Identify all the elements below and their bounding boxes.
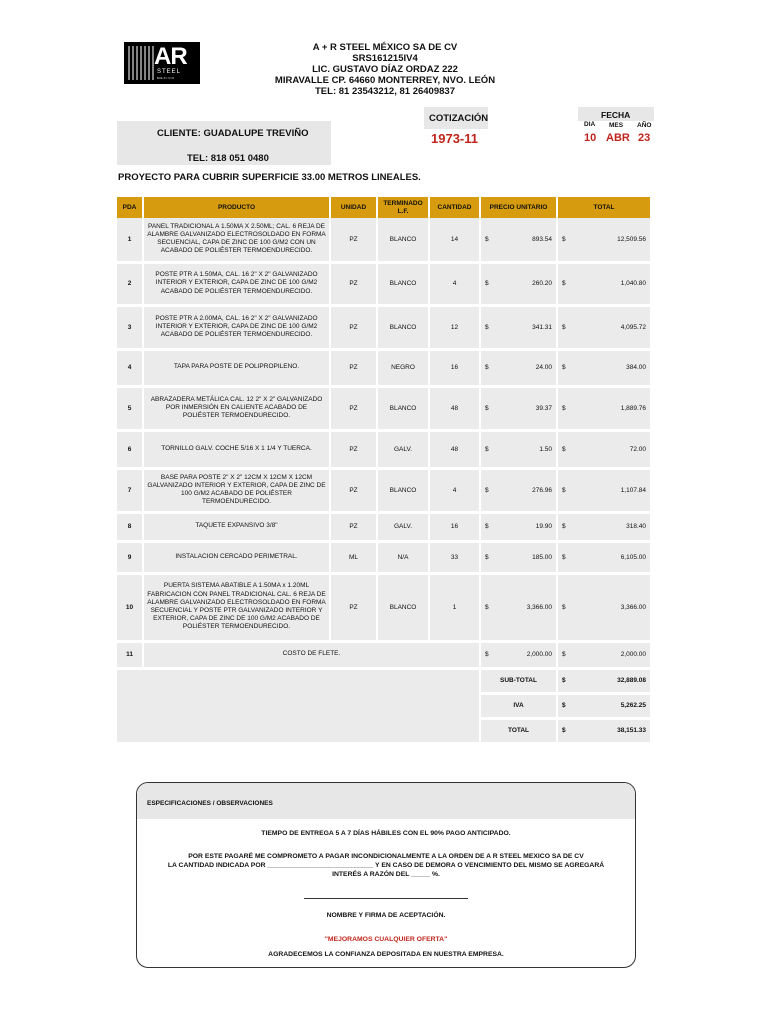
iva-value: 5,262.25 <box>620 702 646 709</box>
date-year-label: AÑO <box>637 122 652 129</box>
iva-label: IVA <box>480 693 557 718</box>
cell-total <box>557 430 651 468</box>
header-product: PRODUCTO <box>143 197 330 218</box>
thanks-text: AGRADECEMOS LA CONFIANZA DEPOSITADA EN NUESTRA EMPRESA. <box>268 951 504 958</box>
cell-unit-price <box>480 386 557 430</box>
total-value: 1,107.84 <box>620 486 646 494</box>
promise-line-2: LA CANTIDAD INDICADA POR ____________________________ Y EN CASO DE DEMORA O VENCIMIENTO DEL MISMO SE AGREGARÁ <box>167 862 605 869</box>
cell-unit: PZ <box>330 468 377 512</box>
currency-sign: $ <box>485 404 489 412</box>
unit-price-value: 39.37 <box>535 404 552 412</box>
total-value: 384.00 <box>626 364 646 371</box>
total-value: 12,509.56 <box>617 235 646 243</box>
summary-blank <box>117 668 480 743</box>
table-row <box>117 218 651 262</box>
header-pda: PDA <box>117 197 143 218</box>
cell-finish: BLANCO <box>377 218 429 262</box>
cell-product: POSTE PTR A 1.50MA, CAL. 16 2" X 2" GALVANIZADO INTERIOR Y EXTERIOR, CAPA DE ZINC DE 100 G/M2 ACABADO DE POLIÉSTER TERMOENDURECIDO. <box>143 262 330 305</box>
cell-pda: 11 <box>117 641 143 668</box>
cell-product: INSTALACION CERCADO PERIMETRAL. <box>143 541 330 573</box>
currency-sign: $ <box>562 364 566 371</box>
table-row <box>117 430 651 468</box>
currency-sign: $ <box>562 603 566 611</box>
cell-unit: PZ <box>330 218 377 262</box>
cell-product: BASE PARA POSTE 2" X 2" 12CM X 12CM X 12CM GALVANIZADO INTERIOR Y EXTERIOR, CAPA DE ZINC DE 100 G/M2 ACABADO DE POLIÉSTER TERMOENDURECIDO. <box>143 468 330 512</box>
cell-total <box>557 641 651 668</box>
cell-total <box>557 573 651 641</box>
currency-sign: $ <box>485 523 489 530</box>
unit-price-value: 260.20 <box>532 280 552 287</box>
currency-sign: $ <box>562 404 566 412</box>
cell-qty: 33 <box>429 541 480 573</box>
unit-price-value: 276.96 <box>532 486 552 494</box>
currency-sign: $ <box>485 603 489 611</box>
table-row <box>117 541 651 573</box>
cell-pda: 3 <box>117 305 143 349</box>
cell-product: TAQUETE EXPANSIVO 3/8" <box>143 512 330 541</box>
company-phone: TEL: 81 23543212, 81 26409837 <box>315 86 455 97</box>
cell-pda: 5 <box>117 386 143 430</box>
table-row <box>117 305 651 349</box>
cell-total <box>557 468 651 512</box>
cell-pda: 9 <box>117 541 143 573</box>
currency-sign: $ <box>562 651 566 658</box>
company-logo <box>124 42 200 84</box>
cell-product: PUERTA SISTEMA ABATIBLE A 1.50MA x 1.20ML FABRICACION CON PANEL TRADICIONAL CAL. 6 REJA DE ALAMBRE GALVANIZADO ELECTROSOLDADO EN FORMA SECUENCIAL Y POSTE PTR GALVANIZADO INTERIOR Y EXTERIOR, CAPA DE ZINC DE 100 G/M2 ACABADO DE POLIÉSTER TERMOENDURECIDO. <box>143 573 330 641</box>
unit-price-value: 341.31 <box>532 323 552 331</box>
logo-sub: STEEL <box>157 69 182 75</box>
table-row <box>117 573 651 641</box>
currency-sign: $ <box>485 486 489 494</box>
cell-unit-price <box>480 305 557 349</box>
client-phone: TEL: 818 051 0480 <box>187 153 269 164</box>
company-rfc: SRS161215IV4 <box>352 53 418 64</box>
total-label: TOTAL <box>480 718 557 743</box>
currency-sign: $ <box>562 677 566 684</box>
cell-unit: ML <box>330 541 377 573</box>
cell-unit-price <box>480 541 557 573</box>
cell-qty: 12 <box>429 305 480 349</box>
cell-pda: 1 <box>117 218 143 262</box>
cell-product: POSTE PTR A 2.00MA, CAL. 16 2" X 2" GALVANIZADO INTERIOR Y EXTERIOR, CAPA DE ZINC DE 100 G/M2 ACABADO DE POLIÉSTER TERMOENDURECIDO. <box>143 305 330 349</box>
cell-unit: PZ <box>330 430 377 468</box>
grand-total-value: 38,151.33 <box>617 727 646 734</box>
logo-bars-graphic <box>128 46 154 80</box>
promise-line-3: INTERÉS A RAZÓN DEL _____ %. <box>332 871 440 878</box>
cell-finish: BLANCO <box>377 386 429 430</box>
total-value: 3,366.00 <box>620 603 646 611</box>
delivery-terms: TIEMPO DE ENTREGA 5 A 7 DÍAS HÁBILES CON EL 90% PAGO ANTICIPADO. <box>261 830 511 837</box>
cell-finish: N/A <box>377 541 429 573</box>
table-row <box>117 512 651 541</box>
currency-sign: $ <box>562 323 566 331</box>
table-row <box>117 641 651 668</box>
subtotal-label: SUB-TOTAL <box>480 668 557 693</box>
subtotal-cell <box>557 668 651 693</box>
table-row <box>117 386 651 430</box>
specifications-box <box>136 782 636 968</box>
cell-total <box>557 305 651 349</box>
cell-pda: 8 <box>117 512 143 541</box>
cell-unit: PZ <box>330 262 377 305</box>
cell-product: TAPA PARA POSTE DE POLIPROPILENO. <box>143 349 330 386</box>
signature-line <box>304 898 468 899</box>
cell-unit-price <box>480 641 557 668</box>
currency-sign: $ <box>562 235 566 243</box>
unit-price-value: 893.54 <box>532 235 552 243</box>
cell-unit: PZ <box>330 349 377 386</box>
currency-sign: $ <box>485 445 489 453</box>
header-qty: CANTIDAD <box>429 197 480 218</box>
cell-qty: 48 <box>429 386 480 430</box>
signature-label: NOMBRE Y FIRMA DE ACEPTACIÓN. <box>326 912 446 919</box>
cell-product: PANEL TRADICIONAL A 1.50MA X 2.50ML; CAL. 6 REJA DE ALAMBRE GALVANIZADO ELECTROSOLDADO EN FORMA SECUENCIAL, CAPA DE ZINC DE 100 G/M2 CON UN ACABADO DE POLIÉSTER TERMOENDURECIDO. <box>143 218 330 262</box>
date-year: 23 <box>638 132 651 144</box>
cell-pda: 2 <box>117 262 143 305</box>
cell-finish: BLANCO <box>377 305 429 349</box>
cell-pda: 6 <box>117 430 143 468</box>
currency-sign: $ <box>562 523 566 530</box>
date-day-label: DIA <box>584 121 596 128</box>
total-value: 72.00 <box>629 445 646 453</box>
currency-sign: $ <box>562 445 566 453</box>
date-label: FECHA <box>601 110 631 120</box>
quote-label-box <box>424 107 488 129</box>
quote-label: COTIZACIÓN <box>429 113 489 124</box>
currency-sign: $ <box>485 651 489 658</box>
date-day: 10 <box>584 132 597 144</box>
cell-qty: 14 <box>429 218 480 262</box>
date-month-label: MES <box>609 122 624 129</box>
project-description: PROYECTO PARA CUBRIR SUPERFICIE 33.00 METROS LINEALES. <box>118 172 421 183</box>
cell-qty: 1 <box>429 573 480 641</box>
currency-sign: $ <box>562 553 566 561</box>
header-finish: TERMINADO L.F. <box>377 197 429 218</box>
table-row <box>117 468 651 512</box>
cell-finish: NEGRO <box>377 349 429 386</box>
unit-price-value: 185.00 <box>532 553 552 561</box>
currency-sign: $ <box>485 364 489 371</box>
cell-finish: GALV. <box>377 430 429 468</box>
currency-sign: $ <box>485 280 489 287</box>
subtotal-row <box>117 668 651 693</box>
header-unit-price: PRECIO UNITARIO <box>480 197 557 218</box>
header-total: TOTAL <box>557 197 651 218</box>
unit-price-value: 3,366.00 <box>526 603 552 611</box>
client-box <box>117 121 331 165</box>
total-value: 6,105.00 <box>620 553 646 561</box>
client-name: CLIENTE: GUADALUPE TREVIÑO <box>157 128 309 139</box>
specifications-header <box>137 783 635 819</box>
table-row <box>117 349 651 386</box>
cell-finish: BLANCO <box>377 468 429 512</box>
cell-unit-price <box>480 512 557 541</box>
total-value: 1,040.80 <box>620 280 646 287</box>
cell-unit-price <box>480 349 557 386</box>
quote-number: 1973-11 <box>431 131 478 146</box>
subtotal-value: 32,889.08 <box>617 677 646 684</box>
cell-unit: PZ <box>330 512 377 541</box>
cell-qty: 48 <box>429 430 480 468</box>
currency-sign: $ <box>562 486 566 494</box>
cell-product: COSTO DE FLETE. <box>143 641 480 668</box>
cell-total <box>557 262 651 305</box>
unit-price-value: 1.50 <box>539 445 552 453</box>
total-value: 2,000.00 <box>620 651 646 658</box>
total-value: 318.40 <box>626 523 646 530</box>
currency-sign: $ <box>562 702 566 709</box>
currency-sign: $ <box>562 280 566 287</box>
cell-total <box>557 349 651 386</box>
total-value: 1,889.76 <box>620 404 646 412</box>
logo-tag: MEXICO <box>157 76 175 80</box>
cell-total <box>557 386 651 430</box>
cell-total <box>557 541 651 573</box>
cell-unit: PZ <box>330 386 377 430</box>
currency-sign: $ <box>485 553 489 561</box>
cell-unit-price <box>480 468 557 512</box>
cell-finish: BLANCO <box>377 262 429 305</box>
date-month: ABR <box>606 132 630 144</box>
company-address-1: LIC. GUSTAVO DÍAZ ORDAZ 222 <box>312 64 458 75</box>
offer-text: "MEJORAMOS CUALQUIER OFERTA" <box>324 936 448 943</box>
promise-line-1: POR ESTE PAGARÉ ME COMPROMETO A PAGAR INCONDICIONALMENTE A LA ORDEN DE A R STEEL MEXICO SA DE CV <box>188 853 584 860</box>
company-name: A + R STEEL MÉXICO SA DE CV <box>312 42 458 53</box>
logo-text: AR <box>154 43 187 70</box>
cell-unit: PZ <box>330 573 377 641</box>
grand-total-cell <box>557 718 651 743</box>
total-value: 4,095.72 <box>620 323 646 331</box>
cell-finish: BLANCO <box>377 573 429 641</box>
currency-sign: $ <box>562 727 566 734</box>
cell-pda: 4 <box>117 349 143 386</box>
cell-unit-price <box>480 218 557 262</box>
cell-finish: GALV. <box>377 512 429 541</box>
quote-items-table <box>117 197 652 745</box>
company-address-2: MIRAVALLE CP. 64660 MONTERREY, NVO. LEÓN <box>274 75 496 86</box>
cell-pda: 7 <box>117 468 143 512</box>
table-header-row <box>117 197 651 218</box>
cell-unit: PZ <box>330 305 377 349</box>
header-unit: UNIDAD <box>330 197 377 218</box>
cell-unit-price <box>480 430 557 468</box>
unit-price-value: 24.00 <box>535 364 552 371</box>
currency-sign: $ <box>485 323 489 331</box>
cell-pda: 10 <box>117 573 143 641</box>
cell-unit-price <box>480 262 557 305</box>
cell-product: ABRAZADERA METÁLICA CAL. 12 2" X 2" GALVANIZADO POR INMERSIÓN EN CALIENTE ACABADO DE POLIÉSTER TERMOENDURECIDO. <box>143 386 330 430</box>
cell-unit-price <box>480 573 557 641</box>
unit-price-value: 2,000.00 <box>526 651 552 658</box>
cell-qty: 4 <box>429 262 480 305</box>
cell-product: TORNILLO GALV. COCHE 5/16 X 1 1/4 Y TUERCA. <box>143 430 330 468</box>
date-label-box <box>578 107 654 121</box>
cell-qty: 4 <box>429 468 480 512</box>
cell-qty: 16 <box>429 512 480 541</box>
specifications-title: ESPECIFICACIONES / OBSERVACIONES <box>147 800 273 807</box>
cell-qty: 16 <box>429 349 480 386</box>
iva-cell <box>557 693 651 718</box>
table-row <box>117 262 651 305</box>
currency-sign: $ <box>485 235 489 243</box>
cell-total <box>557 218 651 262</box>
cell-total <box>557 512 651 541</box>
unit-price-value: 19.90 <box>535 523 552 530</box>
